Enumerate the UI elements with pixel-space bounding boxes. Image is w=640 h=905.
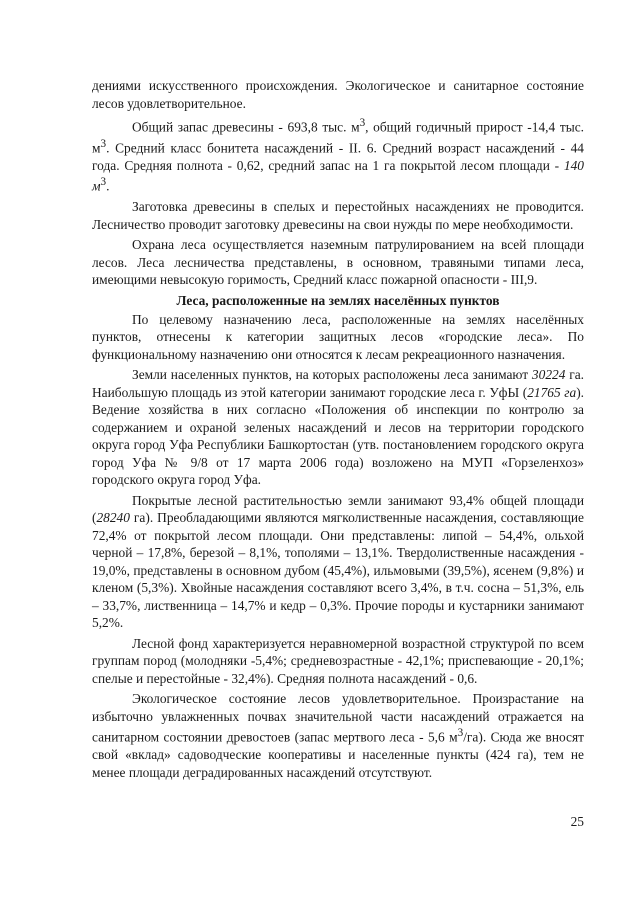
text-run: /га). Сюда же вносят свой «вклад» садоводческие кооперативы и населенные пункты (424 га), тем не менее площади деградированных насаждений отсутствуют. [92, 729, 584, 780]
superscript: 3 [457, 727, 464, 740]
text-run: га. Наибольшую площадь из этой категории занимают городские леса г. УфЫ ( [92, 367, 584, 400]
text-run: , общий годичный прирост -14,4 тыс. м [92, 119, 584, 156]
page-number: 25 [570, 814, 584, 829]
paragraph-purpose: По целевому назначению леса, расположенные на землях населённых пунктов, отнесены к категории защитных лесов «городские леса». По функциональному назначению они относятся к лесам рекреационного назначения. [92, 311, 584, 362]
paragraph-forest-cover [92, 492, 584, 632]
text-run: Покрытые лесной растительностью земли занимают 93,4% общей площади ( [92, 492, 584, 526]
text-run: . [106, 178, 110, 194]
italic-value: 140 м [92, 157, 584, 194]
italic-value: 30224 [531, 367, 566, 383]
paragraph-protection: Охрана леса осуществляется наземным патрулированием на всей площади лесов. Леса лесничества представлены, в основном, травяными типами леса, имеющими невысокую горимость, Средний класс пожарной опасности - III,9. [92, 237, 584, 288]
italic-value: 21765 га [527, 384, 577, 400]
text-run: га). Преобладающими являются мягколиственные насаждения, составляющие 72,4% от покрытой лесом площади. Они представлены: липой – 54,4%, ольхой черной – 17,8%, березой – 8,1%, тополями – 13,1%. Твердолиственные насаждения - 19,0%, представлены в основном дубом (45,4%), ильмовыми (39,5%), ясенем (9,8%) и кленом (5,3%). Хвойные насаждения составляют всего 3,4%, в т.ч. сосна – 51,3%, ель – 33,7%, лиственница – 14,7% и кедр – 0,3%. Прочие породы и кустарники занимают 5,2%. [92, 510, 584, 631]
text-run: ). Ведение хозяйства в них согласно «Положения об инспекции по контролю за содержанием и охраной зеленых насаждений и лесов на территории городского округа город Уфа Республики Башкортостан (утв. постановлением городского округа город Уфа № 9/8 от 17 марта 2006 года) возложено на МУП «Горзеленхоз» городского округа город Уфа. [92, 384, 584, 488]
superscript: 3 [100, 137, 107, 150]
page-body [92, 77, 584, 784]
paragraph-wood-stock [92, 115, 584, 195]
text-run: Земли населенных пунктов, на которых расположены леса занимают [132, 367, 532, 383]
section-heading: Леса, расположенные на землях населённых пунктов [176, 292, 500, 308]
paragraph-harvesting: Заготовка древесины в спелых и перестойных насаждениях не проводится. Лесничество проводит заготовку древесины на свои нужды по мере необходимости. [92, 199, 584, 232]
superscript: 3 [359, 117, 366, 129]
paragraph-settlement-lands [92, 366, 584, 489]
text-run: Общий запас древесины - 693,8 тыс. м [132, 119, 360, 135]
superscript: 3 [100, 176, 107, 189]
text-run: Экологическое состояние лесов удовлетворительное. Произрастание на избыточно увлажненных почвах значительной части насаждений отражается на санитарном состоянии древостоев (запас мертвого леса - 5,6 м [92, 691, 584, 745]
paragraph-continued: дениями искусственного происхождения. Экологическое и санитарное состояние лесов удовлетворительное. [92, 78, 584, 111]
italic-value: 28240 [96, 510, 130, 526]
paragraph-ecological-state [92, 690, 584, 781]
text-run: . Средний класс бонитета насаждений - II. 6. Средний возраст насаждений - 44 года. Средняя полнота - 0,62, средний запас на 1 га покрытой лесом площади - [92, 140, 584, 173]
paragraph-age-structure: Лесной фонд характеризуется неравномерной возрастной структурой по всем группам пород (молодняки -5,4%; средневозрастные - 42,1%; приспевающие - 20,1%; спелые и перестойные - 32,4%). Средняя полнота насаждений - 0,6. [92, 635, 584, 686]
